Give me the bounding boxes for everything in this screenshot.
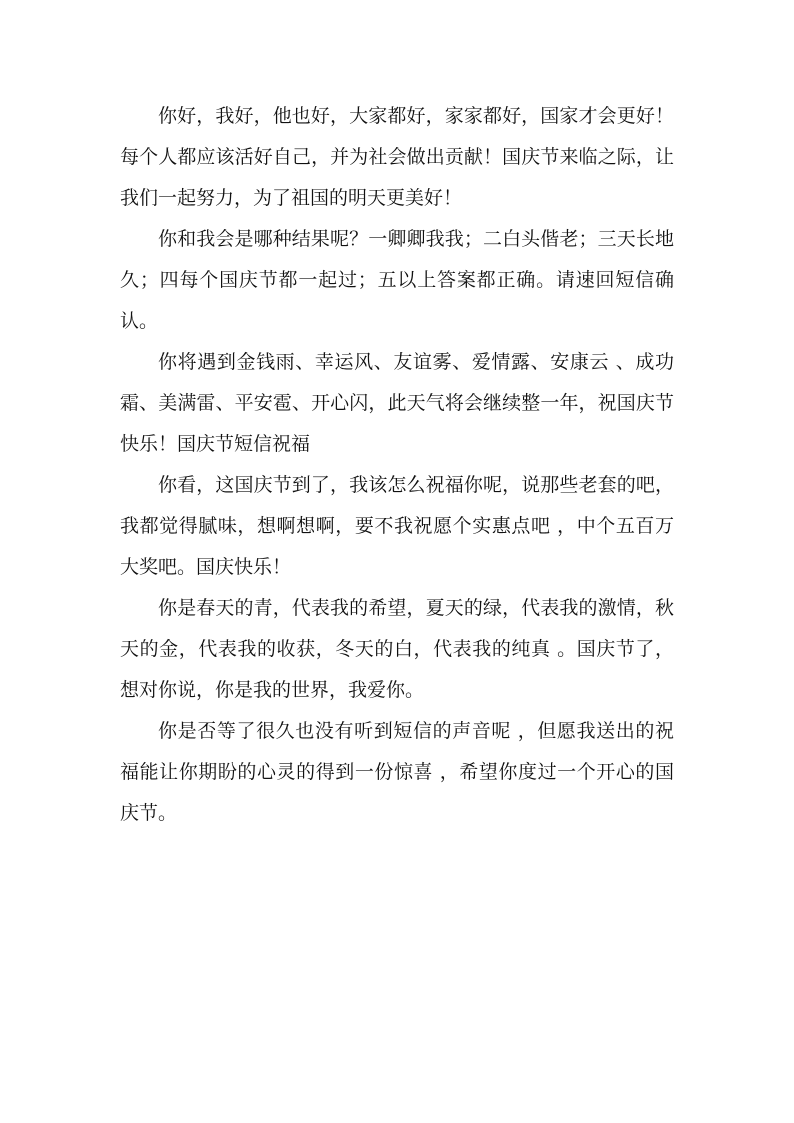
paragraph-1: 你好，我好，他也好，大家都好，家家都好，国家才会更好！每个人都应该活好自己，并为社会做出贡献！国庆节来临之际，让我们一起努力，为了祖国的明天更美好！	[120, 105, 674, 209]
paragraph-3: 你将遇到金钱雨、幸运风、友谊雾、爱情露、安康云 、成功霜、美满雷、平安雹、开心闪，此天气将会继续整一年，祝国庆节快乐！国庆节短信祝福	[120, 351, 674, 455]
paragraph-5: 你是春天的青，代表我的希望，夏天的绿，代表我的激情，秋天的金，代表我的收获，冬天的白，代表我的纯真 。国庆节了，想对你说，你是我的世界，我爱你。	[120, 597, 674, 701]
document-body	[120, 96, 674, 834]
paragraph-2: 你和我会是哪种结果呢？一卿卿我我；二白头偕老；三天长地久；四每个国庆节都一起过；五以上答案都正确。请速回短信确认。	[120, 228, 674, 332]
paragraph-6: 你是否等了很久也没有听到短信的声音呢 ，但愿我送出的祝福能让你期盼的心灵的得到一份惊喜 ，希望你度过一个开心的国庆节。	[120, 720, 674, 824]
paragraph-4: 你看，这国庆节到了，我该怎么祝福你呢，说那些老套的吧，我都觉得腻味，想啊想啊，要不我祝愿个实惠点吧 ，中个五百万大奖吧。国庆快乐！	[120, 474, 674, 578]
